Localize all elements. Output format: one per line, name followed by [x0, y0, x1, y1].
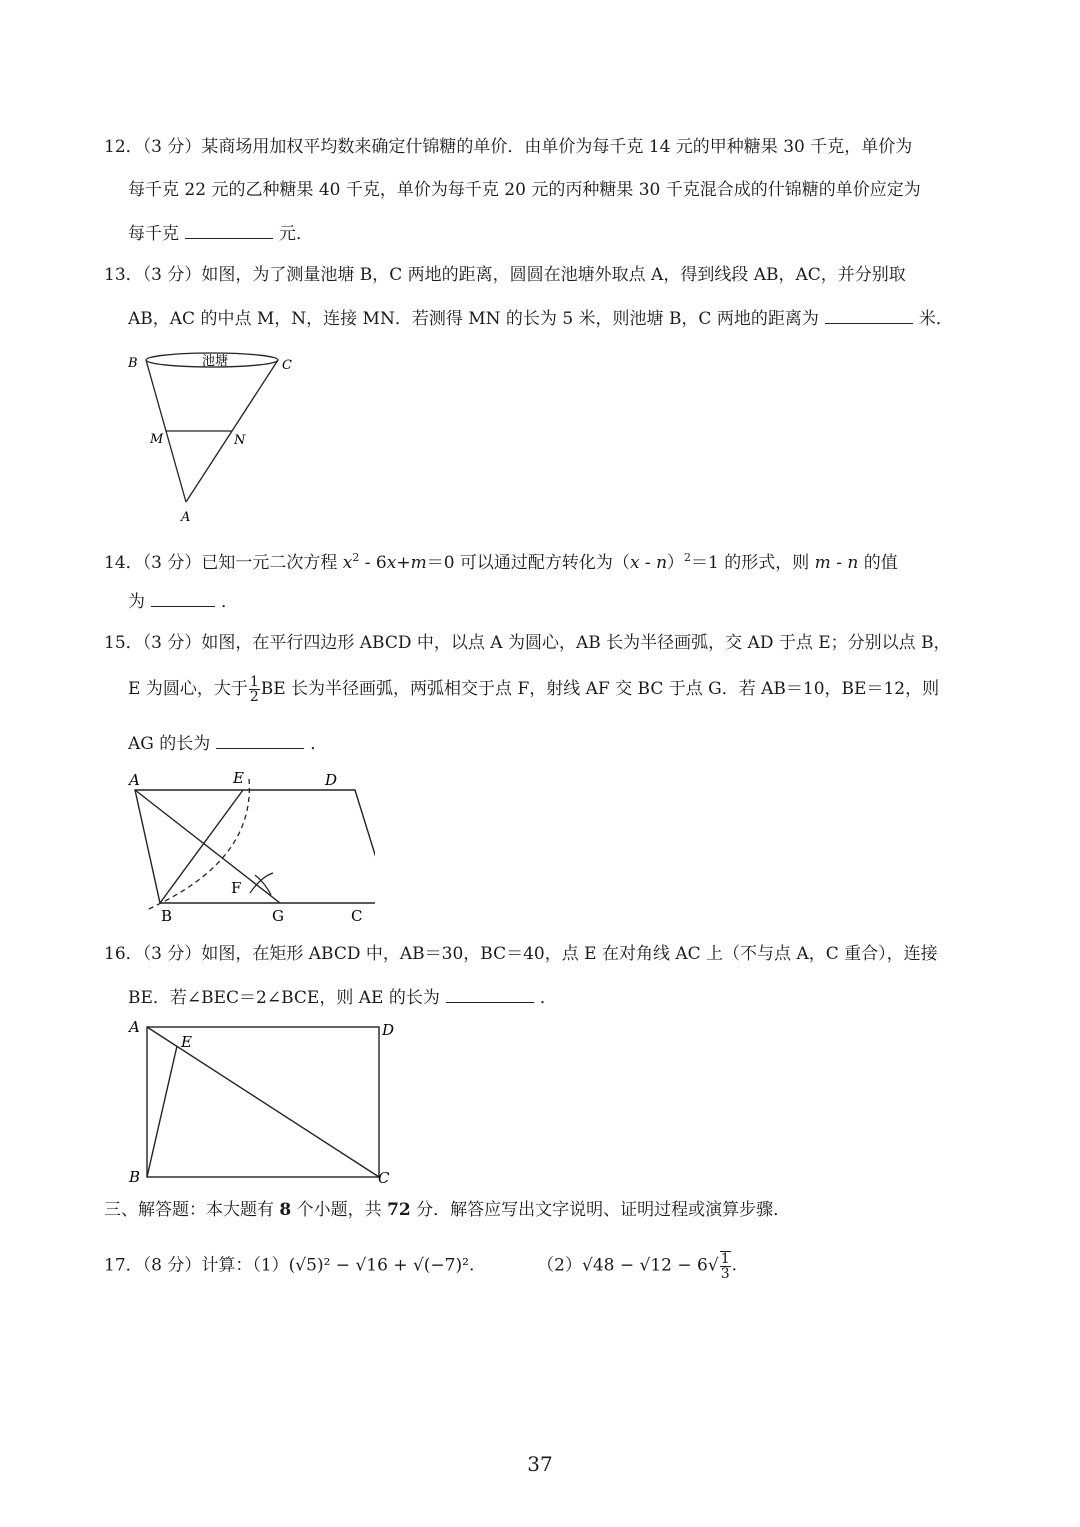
label-f: F — [231, 879, 242, 897]
q16-line2: BE．若∠BEC＝2∠BCE，则 AE 的长为 ． — [128, 988, 557, 1008]
fraction-third: $\frac{1}{3}$ — [720, 1251, 730, 1282]
q16-line1: 16．（3 分）如图，在矩形 ABCD 中，AB＝30，BC＝40，点 E 在对角线 AC 上（不与点 A，C 重合），连接 — [104, 944, 938, 964]
label-n: N — [234, 433, 246, 448]
label-d: D — [382, 1021, 395, 1039]
label-c: C — [378, 1169, 390, 1187]
q17-expression-2: √48 − √12 − 6 — [581, 1255, 708, 1276]
q13-figure — [120, 345, 300, 525]
label-b: B — [129, 1168, 141, 1186]
q15-figure — [125, 765, 375, 930]
label-g: G — [272, 907, 284, 925]
answer-blank-q14[interactable] — [151, 590, 215, 607]
q15-line1: 15．（3 分）如图，在平行四边形 ABCD 中，以点 A 为圆心，AB 长为半径画弧，交 AD 于点 E；分别以点 B， — [104, 633, 951, 653]
q13-line1: 13．（3 分）如图，为了测量池塘 B，C 两地的距离，圆圆在池塘外取点 A，得到线段 AB，AC，并分别取 — [104, 265, 906, 285]
q14-line2: 为 ． — [128, 592, 238, 612]
q12-line1: 12．（3 分）某商场用加权平均数来确定什锦糖的单价．由单价为每千克 14 元的甲种糖果 30 千克，单价为 — [104, 137, 913, 157]
q16-figure — [125, 1015, 400, 1190]
page-number: 37 — [527, 1452, 553, 1476]
label-a: A — [181, 510, 191, 525]
label-m: M — [150, 432, 164, 447]
fraction-half: $\frac{1}{2}$ — [249, 674, 259, 705]
label-b: B — [161, 907, 173, 925]
section-heading: 三、解答题：本大题有 8 个小题，共 72 分．解答应写出文字说明、证明过程或演算步骤． — [104, 1200, 791, 1220]
pond-label: 池塘 — [202, 354, 229, 369]
label-d: D — [325, 771, 338, 789]
segment-be — [147, 1046, 177, 1177]
q15-line2: E 为圆心，大于 $\frac{1}{2}$ BE 长为半径画弧，两弧相交于点 F，射线 AF 交 BC 于点 G．若 AB＝10，BE＝12，则 — [128, 674, 940, 705]
answer-blank-q12[interactable] — [185, 222, 273, 239]
answer-blank-q15[interactable] — [216, 732, 304, 749]
q15-line3: AG 的长为 ． — [128, 734, 328, 754]
label-a: A — [129, 771, 140, 789]
q12-line2: 每千克 22 元的乙种糖果 40 千克，单价为每千克 20 元的丙种糖果 30 千克混合成的什锦糖的单价应定为 — [128, 180, 921, 200]
label-e: E — [181, 1033, 192, 1051]
q17-expression-1: (√5)² − √16 + √(−7)². — [288, 1255, 475, 1276]
q17-line: 17．（8 分）计算：（1）(√5)² − √16 + √(−7)². （2）√48 − √12 − 6√ $\frac{1}{3}$ . — [104, 1251, 738, 1282]
label-b: B — [128, 356, 138, 371]
label-e: E — [233, 769, 244, 787]
q14-line1: 14．（3 分）已知一元二次方程 $x^2 - 6x+m=0$ 可以通过配方转化为（x - n）$^2$＝1 的形式，则 m - n 的值 — [104, 551, 898, 573]
answer-blank-q13[interactable] — [825, 307, 913, 324]
q12-line3: 每千克 元． — [128, 224, 313, 244]
q13-line2: AB，AC 的中点 M，N，连接 MN．若测得 MN 的长为 5 米，则池塘 B，C 两地的距离为 米． — [128, 309, 953, 329]
label-c: C — [351, 907, 363, 925]
answer-blank-q16[interactable] — [446, 986, 534, 1003]
label-c: C — [282, 358, 292, 373]
label-a: A — [129, 1018, 140, 1036]
